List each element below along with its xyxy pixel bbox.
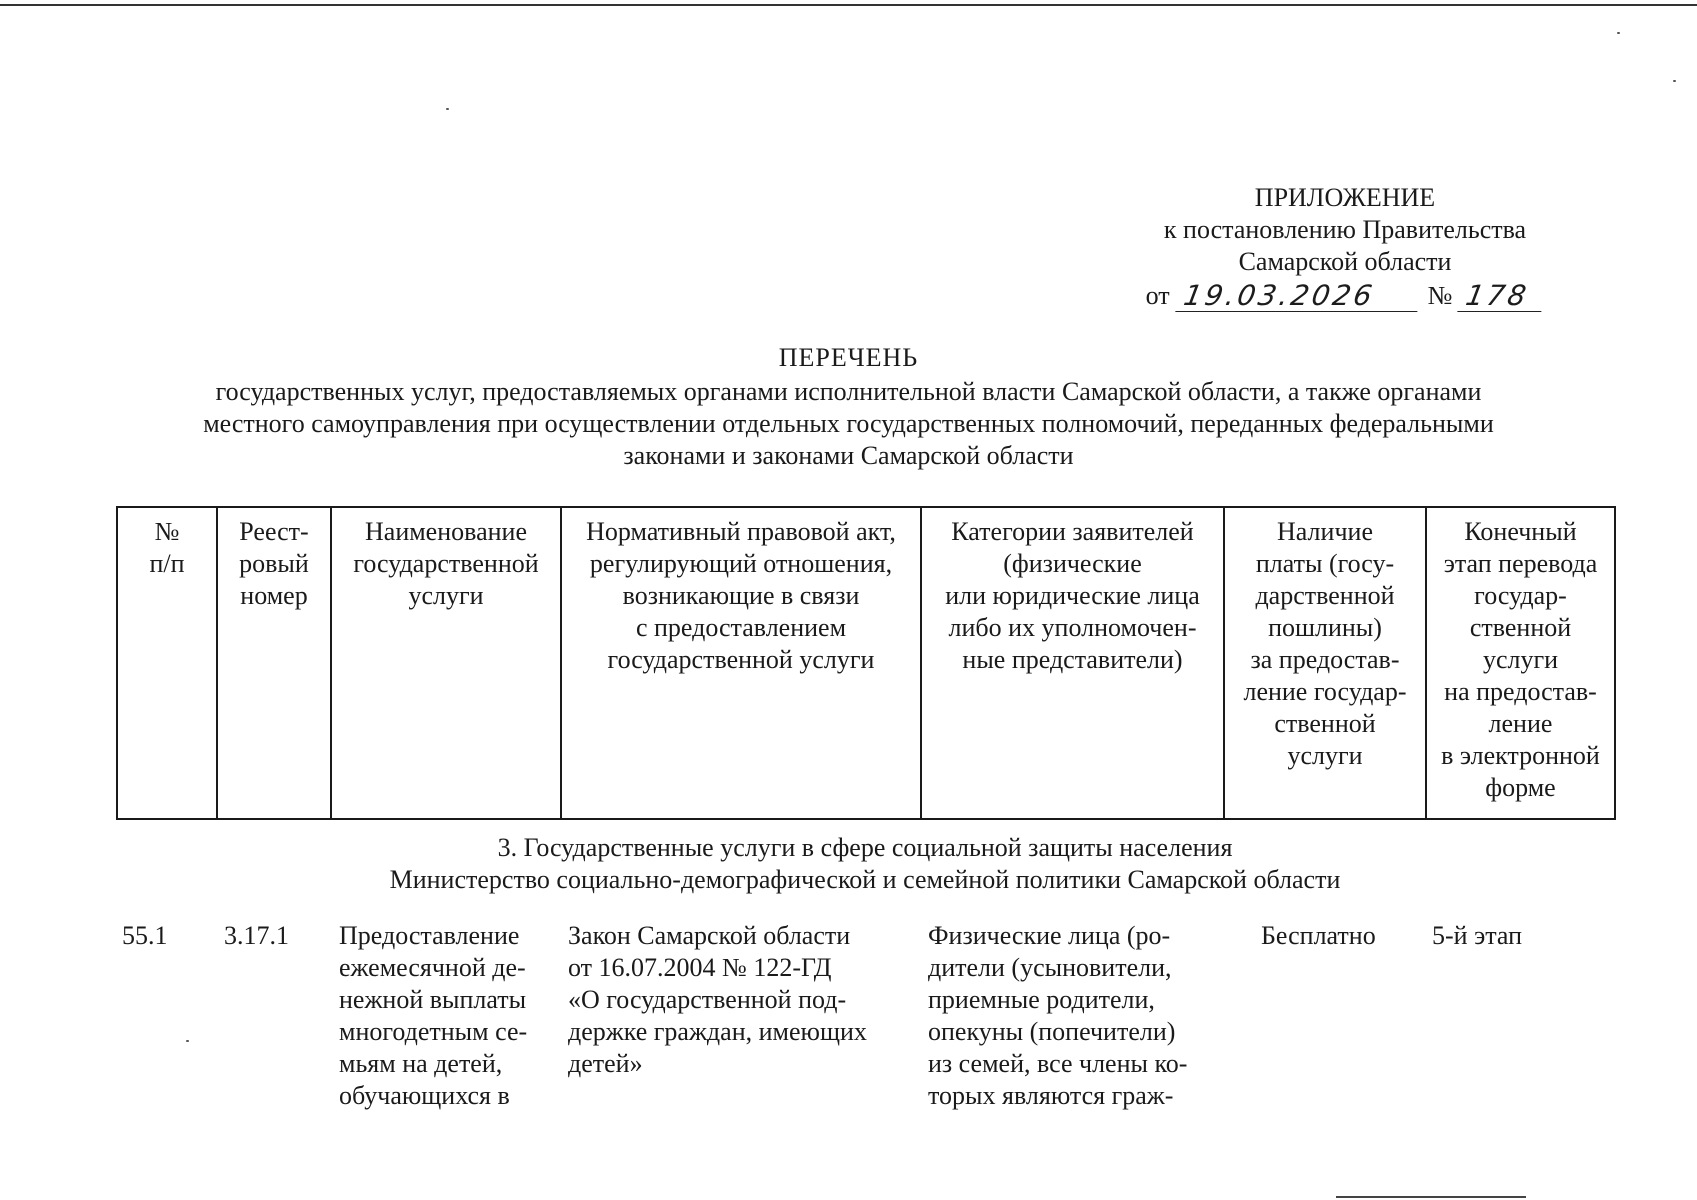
document-subtitle-line: государственных услуг, предоставляемых органами исполнительной власти Самарской области, а также органами: [215, 377, 1482, 406]
header-cell-fee: Наличие платы (госу- дарственной пошлины) за предостав- ление государ- ственной услуги: [1224, 507, 1426, 819]
appendix-date-line: [1110, 280, 1580, 312]
appendix-line-2: Самарской области: [1238, 247, 1452, 276]
row-registry: 3.17.1: [224, 921, 289, 950]
header-cell-legal-act: Нормативный правовой акт, регулирующий отношения, возникающие в связи с предоставлением государственной услуги: [561, 507, 921, 819]
section-title: 3. Государственные услуги в сфере социальной защиты населения: [497, 833, 1233, 862]
top-scan-edge: [0, 4, 1697, 6]
document-subtitle-line: местного самоуправления при осуществлении отдельных государственных полномочий, переданных федеральными: [203, 409, 1494, 438]
section-heading: [116, 832, 1614, 896]
row-service: Предоставление ежемесячной де- нежной выплаты многодетным се- мьям на детей, обучающихся в: [339, 921, 528, 1110]
table-header-row: [117, 507, 1615, 819]
scan-speck: [446, 108, 449, 110]
header-cell-applicants: Категории заявителей (физические или юридические лица либо их уполномочен- ные представители): [921, 507, 1224, 819]
row-legal-act: Закон Самарской области от 16.07.2004 № 122-ГД «О государственной под- держке граждан, имеющих детей»: [568, 921, 867, 1078]
header-cell-number: № п/п: [117, 507, 217, 819]
document-heading: ПЕРЕЧЕНЬ: [778, 343, 919, 372]
document-subtitle-line: законами и законами Самарской области: [623, 441, 1074, 470]
header-cell-stage: Конечный этап перевода государ- ственной услуги на предостав- ление в электронной форме: [1426, 507, 1615, 819]
from-label: от: [1145, 281, 1170, 310]
appendix-line-1: к постановлению Правительства: [1163, 215, 1527, 244]
document-title: [60, 342, 1637, 472]
number-label: №: [1427, 281, 1453, 310]
handwritten-number: 178: [1458, 281, 1547, 312]
section-ministry: Министерство социально-демографической и семейной политики Самарской области: [389, 865, 1341, 894]
scan-speck: [1673, 80, 1676, 82]
scan-speck: [1617, 32, 1620, 34]
scan-speck: [186, 1040, 189, 1042]
row-applicants: Физические лица (ро- дители (усыновители, приемные родители, опекуны (попечители) из семей, все члены ко- торых являются граж-: [928, 921, 1188, 1110]
row-number: 55.1: [122, 921, 168, 950]
header-cell-service: Наименование государственной услуги: [331, 507, 561, 819]
header-cell-registry: Реест- ровый номер: [217, 507, 331, 819]
appendix-header: [1110, 182, 1580, 312]
handwritten-date: 19.03.2026: [1175, 281, 1422, 312]
appendix-title: ПРИЛОЖЕНИЕ: [1254, 183, 1436, 212]
row-fee: Бесплатно: [1261, 921, 1376, 950]
row-stage: 5-й этап: [1432, 921, 1523, 950]
table-header: [116, 506, 1616, 820]
footer-scan-line: [1336, 1196, 1526, 1198]
